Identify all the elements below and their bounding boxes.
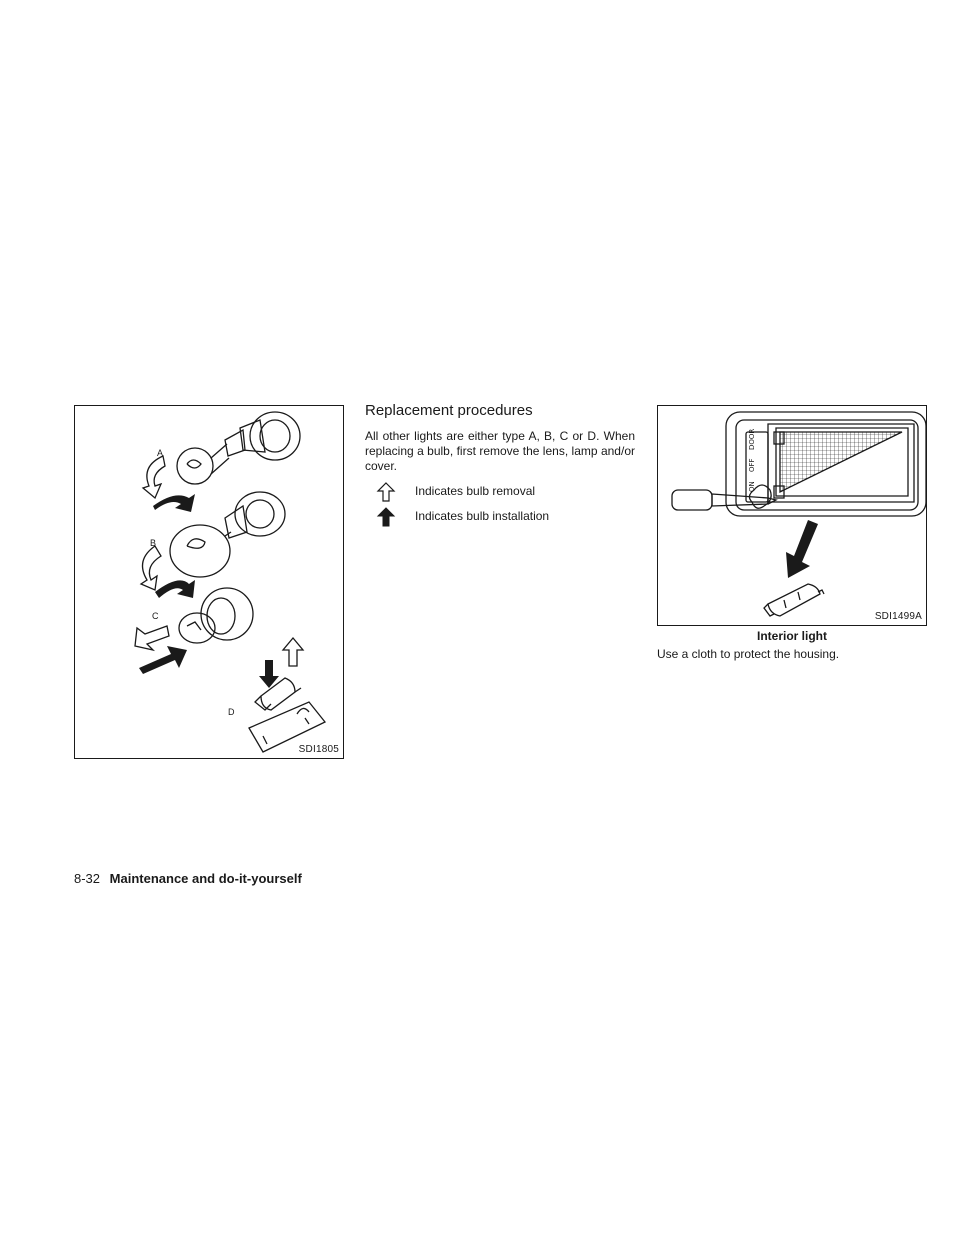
festoon-bulb: [764, 584, 824, 616]
removal-arrow-c: [135, 626, 169, 650]
figure-code: SDI1805: [298, 744, 339, 755]
install-arrow-a: [153, 494, 195, 512]
removal-arrow-b: [141, 546, 161, 590]
label-b: B: [150, 538, 157, 548]
switch-label-on: ON: [748, 481, 756, 492]
install-arrow-c: [139, 646, 187, 674]
interior-light-figure: [657, 405, 927, 626]
intro-paragraph: All other lights are either type A, B, C or D. When replacing a bulb, first remove the lens, lamp and/or cover.: [365, 429, 635, 473]
legend-removal: [376, 482, 636, 502]
outline-up-arrow-icon: [376, 482, 396, 502]
legend-install: [376, 507, 636, 527]
removal-direction-arrow: [786, 520, 818, 578]
legend-removal-label: Indicates bulb removal: [415, 484, 536, 498]
figure-caption: Interior light: [757, 629, 827, 643]
label-d: D: [228, 707, 235, 717]
figure-note: Use a cloth to protect the housing.: [657, 647, 840, 661]
figure-code: SDI1499A: [874, 611, 922, 622]
switch-label-door: DOOR: [748, 428, 756, 450]
interior-light-illustration: [658, 406, 926, 625]
label-c: C: [152, 611, 159, 621]
bulb-a-drawing: [177, 412, 300, 484]
page-footer: [74, 871, 302, 886]
bulb-types-illustration: [75, 406, 343, 758]
solid-up-arrow-icon: [376, 507, 396, 527]
legend-install-label: Indicates bulb installation: [415, 509, 550, 523]
install-arrow-b: [155, 580, 195, 598]
removal-arrow-d: [283, 638, 303, 666]
screwdriver: [672, 490, 776, 510]
lens-grid: [780, 432, 902, 492]
bulb-d-drawing: [249, 678, 325, 752]
switch-label-off: OFF: [748, 458, 756, 472]
footer-section-name: Maintenance and do-it-yourself: [109, 871, 302, 886]
install-arrow-d: [259, 660, 279, 688]
section-title: Replacement procedures: [365, 402, 533, 419]
bulb-types-figure: [74, 405, 344, 759]
page-number: 8-32: [74, 871, 101, 886]
label-a: A: [157, 448, 164, 458]
removal-arrow-a: [143, 456, 165, 498]
